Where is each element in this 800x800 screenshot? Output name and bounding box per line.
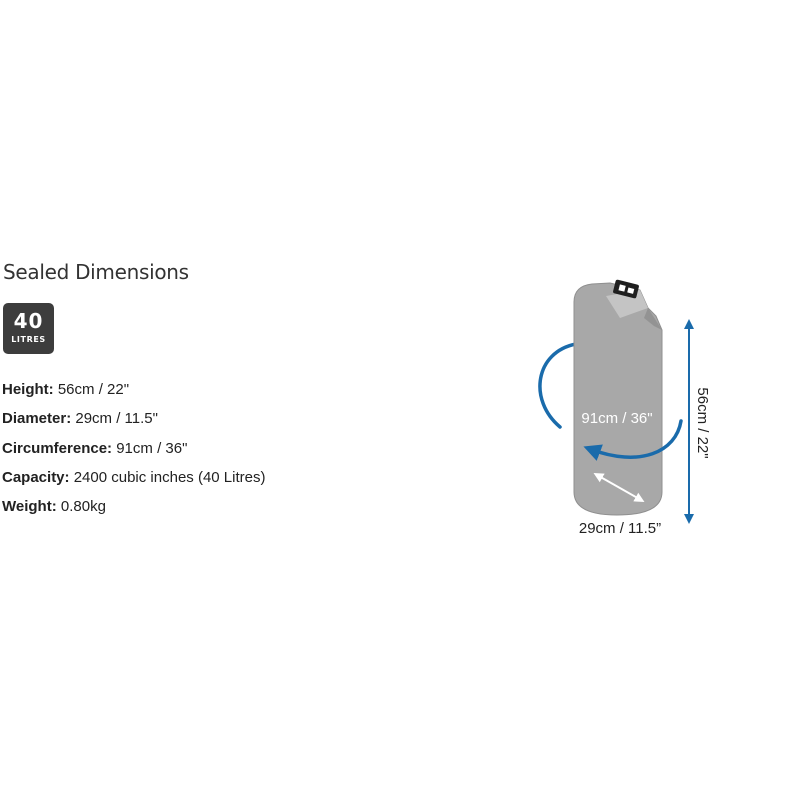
height-label: 56cm / 22" bbox=[694, 387, 711, 459]
spec-circumference bbox=[2, 434, 265, 463]
spec-value: 56cm / 22" bbox=[57, 381, 130, 398]
spec-diameter bbox=[2, 404, 265, 433]
dry-bag-svg bbox=[520, 270, 760, 550]
spec-label: Height : bbox=[2, 381, 54, 398]
spec-label: Weight : bbox=[2, 498, 57, 515]
circumference-loop-back bbox=[540, 344, 576, 427]
spec-value: 29cm / 11.5" bbox=[75, 410, 158, 428]
spec-label: Capacity : bbox=[2, 469, 70, 486]
spec-value: 0.80kg bbox=[60, 498, 106, 516]
diameter-label: 29cm / 11.5” bbox=[578, 520, 662, 537]
spec-capacity bbox=[2, 463, 265, 492]
spec-list bbox=[2, 375, 265, 521]
spec-weight bbox=[2, 492, 265, 521]
spec-value: 91cm / 36" bbox=[116, 439, 188, 457]
badge-unit: LITRES bbox=[11, 335, 46, 344]
circumference-label: 91cm / 36" bbox=[581, 410, 653, 427]
spec-label: Circumference : bbox=[2, 440, 112, 457]
capacity-badge bbox=[3, 303, 54, 354]
spec-height bbox=[2, 375, 265, 404]
spec-value: 2400 cubic inches (40 Litres) bbox=[73, 468, 266, 486]
dry-bag-diagram bbox=[520, 270, 760, 550]
spec-label: Diameter : bbox=[2, 410, 71, 427]
badge-number: 40 bbox=[13, 309, 44, 333]
page-title: Sealed Dimensions bbox=[3, 260, 189, 284]
